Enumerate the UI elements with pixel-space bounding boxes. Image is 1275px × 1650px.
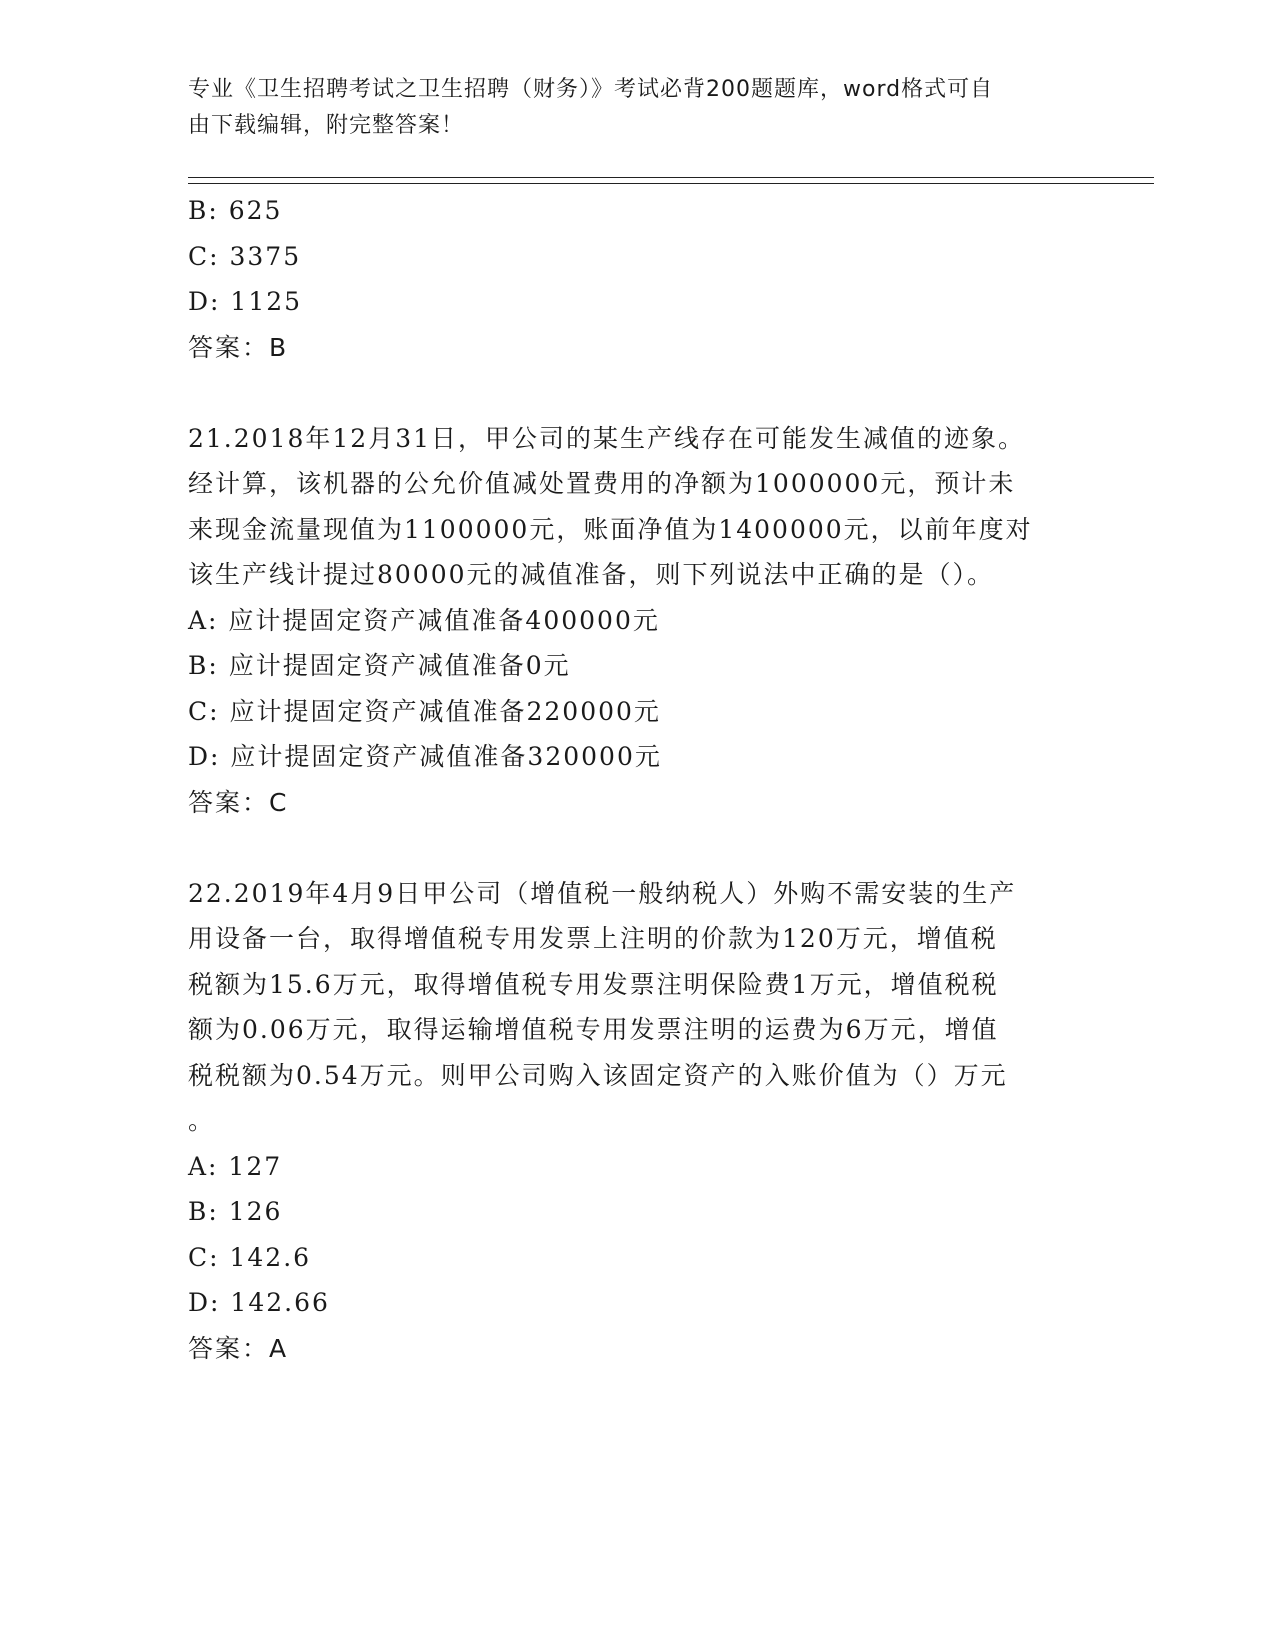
- spacer: [188, 825, 1088, 871]
- spacer: [188, 370, 1088, 416]
- option-a: A: 应计提固定资产减值准备400000元: [188, 605, 660, 635]
- header-divider-top: [188, 177, 1154, 178]
- answer: 答案：A: [188, 1333, 289, 1363]
- answer: 答案：B: [188, 332, 289, 362]
- option-c: C: 应计提固定资产减值准备220000元: [188, 696, 661, 726]
- prev-question: [188, 188, 1088, 370]
- option-a: A: 127: [188, 1151, 283, 1181]
- answer: 答案：C: [188, 787, 289, 817]
- option-d: D: 1125: [188, 287, 303, 316]
- document-body: [188, 188, 1088, 1371]
- question-stem-line: 21.2018年12月31日，甲公司的某生产线存在可能发生减值的迹象。: [188, 423, 1026, 453]
- option-d: D: 应计提固定资产减值准备320000元: [188, 742, 662, 771]
- question-stem-line: 用设备一台，取得增值税专用发票上注明的价款为120万元，增值税: [188, 924, 998, 953]
- option-b: B: 625: [188, 196, 283, 225]
- question-stem-line: 22.2019年4月9日甲公司（增值税一般纳税人）外购不需安装的生产: [188, 878, 1017, 908]
- option-d: D: 142.66: [188, 1288, 330, 1317]
- question-stem-line: 该生产线计提过80000元的减值准备，则下列说法中正确的是（）。: [188, 560, 995, 589]
- option-b: B: 应计提固定资产减值准备0元: [188, 651, 571, 680]
- option-b: B: 126: [188, 1197, 283, 1226]
- question-stem-line: 额为0.06万元，取得运输增值税专用发票注明的运费为6万元，增值: [188, 1015, 999, 1044]
- document-header: [188, 72, 1068, 144]
- question-21: [188, 416, 1088, 826]
- question-stem-line: 税额为15.6万元，取得增值税专用发票注明保险费1万元，增值税税: [188, 969, 999, 999]
- header-line-2: 由下载编辑，附完整答案！: [188, 113, 465, 138]
- option-c: C: 3375: [188, 241, 302, 271]
- question-stem-line: 来现金流量现值为1100000元，账面净值为1400000元，以前年度对: [188, 514, 1033, 544]
- question-stem-line: 经计算，该机器的公允价值减处置费用的净额为1000000元，预计未: [188, 469, 1016, 498]
- question-stem-line: 。: [188, 1106, 216, 1135]
- question-stem-line: 税税额为0.54万元。则甲公司购入该固定资产的入账价值为（）万元: [188, 1060, 1008, 1090]
- question-22: [188, 871, 1088, 1372]
- option-c: C: 142.6: [188, 1242, 312, 1272]
- header-divider-bottom: [188, 183, 1154, 184]
- header-line-1: 专业《卫生招聘考试之卫生招聘（财务）》考试必背200题题库，word格式可自: [188, 77, 994, 102]
